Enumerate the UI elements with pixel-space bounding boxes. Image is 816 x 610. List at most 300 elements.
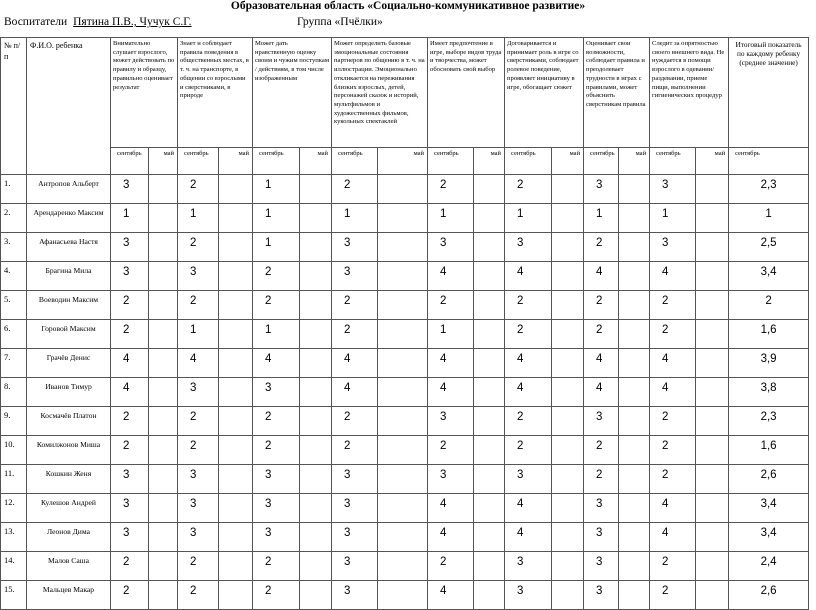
score-september: 2: [332, 175, 378, 204]
score-september: 4: [584, 262, 619, 291]
table-row: [1, 436, 809, 465]
score-may: [300, 494, 332, 523]
score-may: [696, 378, 729, 407]
score-september: 2: [178, 552, 219, 581]
score-may: [378, 233, 428, 262]
table-row: [1, 291, 809, 320]
score-may: [378, 436, 428, 465]
score-may: [696, 349, 729, 378]
criterion-header: Внимательно слушает взрослого, может действовать по правилу и образцу, правильно оценивает результат: [111, 38, 178, 148]
score-september: 2: [111, 552, 149, 581]
score-may: [149, 262, 178, 291]
score-may: [474, 204, 505, 233]
score-may: [219, 494, 253, 523]
score-september: 1: [332, 204, 378, 233]
row-number: 4.: [1, 262, 27, 291]
score-september: 2: [428, 436, 474, 465]
average-score: 2,6: [729, 581, 809, 610]
score-september: 2: [111, 291, 149, 320]
score-may: [474, 291, 505, 320]
score-may: [619, 349, 650, 378]
row-number: 2.: [1, 204, 27, 233]
score-september: 1: [111, 204, 149, 233]
score-may: [219, 581, 253, 610]
score-may: [619, 233, 650, 262]
table-row: [1, 262, 809, 291]
score-september: 2: [584, 291, 619, 320]
average-score: 1,6: [729, 320, 809, 349]
score-september: 2: [332, 291, 378, 320]
score-september: 4: [428, 523, 474, 552]
child-name: Леонов Дима: [27, 523, 111, 552]
table-row: [1, 494, 809, 523]
final-header: Итоговый показатель по каждому ребенку (среднее значение): [729, 38, 809, 148]
teachers-label: Воспитатели: [4, 16, 68, 28]
period-september: сентябрь: [332, 148, 378, 175]
score-september: 3: [584, 494, 619, 523]
table-row: [1, 407, 809, 436]
score-september: 2: [111, 320, 149, 349]
num-header: № п/п: [1, 38, 27, 175]
score-september: 3: [178, 494, 219, 523]
score-september: 4: [650, 494, 696, 523]
score-may: [378, 204, 428, 233]
period-may: май: [149, 148, 178, 175]
score-may: [474, 349, 505, 378]
row-number: 6.: [1, 320, 27, 349]
score-september: 3: [111, 233, 149, 262]
score-may: [696, 494, 729, 523]
score-september: 2: [650, 291, 696, 320]
score-september: 2: [253, 581, 300, 610]
table-row: [1, 204, 809, 233]
score-may: [619, 320, 650, 349]
score-may: [474, 320, 505, 349]
score-september: 3: [253, 378, 300, 407]
score-september: 3: [505, 581, 552, 610]
group-name: Группа «Пчёлки»: [297, 16, 383, 28]
score-september: 3: [332, 465, 378, 494]
score-may: [300, 581, 332, 610]
criterion-header: Оценивает свои возможности, соблюдает правила и преодолевает трудности в играх с правилами, может объяснить сверстникам правила: [584, 38, 650, 148]
score-september: 2: [253, 407, 300, 436]
score-september: 4: [428, 262, 474, 291]
score-may: [552, 320, 584, 349]
score-september: 4: [428, 581, 474, 610]
criterion-header: Договаривается и принимает роль в игре со сверстниками, соблюдает ролевое поведение, проявляет инициативу в игре, обогащает сюжет: [505, 38, 584, 148]
score-september: 4: [111, 378, 149, 407]
score-may: [619, 494, 650, 523]
score-september: 4: [505, 349, 552, 378]
period-september: сентябрь: [111, 148, 149, 175]
score-may: [300, 407, 332, 436]
score-september: 2: [505, 320, 552, 349]
score-may: [219, 378, 253, 407]
score-may: [696, 320, 729, 349]
child-name: Воеводин Максим: [27, 291, 111, 320]
score-may: [552, 523, 584, 552]
score-may: [552, 378, 584, 407]
score-september: 3: [178, 378, 219, 407]
child-name: Горовой Максим: [27, 320, 111, 349]
period-september: сентябрь: [729, 148, 809, 175]
table-row: [1, 465, 809, 494]
score-september: 3: [584, 552, 619, 581]
score-september: 2: [253, 436, 300, 465]
score-september: 2: [650, 552, 696, 581]
score-may: [696, 233, 729, 262]
criterion-header: Может дать нравственную оценку своим и чужим поступкам / действиям, в том числе изображенным: [253, 38, 332, 148]
table-row: [1, 552, 809, 581]
score-september: 2: [253, 262, 300, 291]
score-may: [552, 291, 584, 320]
score-may: [149, 494, 178, 523]
score-may: [552, 349, 584, 378]
period-may: май: [619, 148, 650, 175]
score-september: 2: [584, 233, 619, 262]
score-september: 2: [584, 436, 619, 465]
period-may: май: [219, 148, 253, 175]
score-september: 3: [650, 175, 696, 204]
score-may: [149, 320, 178, 349]
score-september: 2: [650, 320, 696, 349]
score-september: 3: [178, 465, 219, 494]
score-september: 2: [332, 320, 378, 349]
score-september: 3: [428, 465, 474, 494]
score-september: 3: [253, 465, 300, 494]
score-may: [378, 494, 428, 523]
score-may: [474, 523, 505, 552]
score-may: [378, 407, 428, 436]
score-september: 1: [505, 204, 552, 233]
score-may: [300, 233, 332, 262]
score-september: 3: [253, 523, 300, 552]
score-may: [219, 233, 253, 262]
score-may: [474, 494, 505, 523]
score-may: [619, 378, 650, 407]
score-september: 2: [650, 407, 696, 436]
period-may: май: [474, 148, 505, 175]
score-september: 3: [584, 407, 619, 436]
score-september: 4: [505, 523, 552, 552]
period-september: сентябрь: [584, 148, 619, 175]
average-score: 3,9: [729, 349, 809, 378]
score-may: [300, 320, 332, 349]
score-september: 4: [332, 349, 378, 378]
score-may: [219, 262, 253, 291]
row-number: 14.: [1, 552, 27, 581]
score-september: 2: [111, 581, 149, 610]
score-september: 4: [111, 349, 149, 378]
score-may: [149, 436, 178, 465]
score-september: 4: [584, 349, 619, 378]
child-name: Грачёв Денис: [27, 349, 111, 378]
score-may: [696, 436, 729, 465]
score-may: [696, 262, 729, 291]
score-september: 4: [253, 349, 300, 378]
score-may: [552, 407, 584, 436]
score-september: 3: [332, 233, 378, 262]
score-may: [552, 436, 584, 465]
score-may: [149, 291, 178, 320]
score-september: 3: [178, 262, 219, 291]
score-may: [696, 204, 729, 233]
score-may: [552, 233, 584, 262]
score-september: 1: [178, 204, 219, 233]
score-september: 2: [178, 291, 219, 320]
score-september: 4: [428, 494, 474, 523]
score-may: [378, 523, 428, 552]
score-may: [696, 523, 729, 552]
score-september: 2: [111, 407, 149, 436]
score-may: [696, 291, 729, 320]
score-september: 4: [505, 494, 552, 523]
score-september: 3: [584, 175, 619, 204]
child-name: Малов Саша: [27, 552, 111, 581]
score-september: 2: [178, 175, 219, 204]
score-may: [552, 552, 584, 581]
score-may: [219, 291, 253, 320]
table-row: [1, 378, 809, 407]
period-september: сентябрь: [253, 148, 300, 175]
score-may: [149, 349, 178, 378]
score-may: [378, 581, 428, 610]
child-name: Комилжонов Миша: [27, 436, 111, 465]
score-september: 3: [332, 552, 378, 581]
score-september: 2: [650, 465, 696, 494]
average-score: 3,8: [729, 378, 809, 407]
score-may: [619, 436, 650, 465]
average-score: 2,3: [729, 175, 809, 204]
score-may: [619, 552, 650, 581]
score-september: 1: [253, 204, 300, 233]
score-may: [474, 378, 505, 407]
score-may: [696, 581, 729, 610]
score-may: [378, 349, 428, 378]
score-may: [474, 233, 505, 262]
score-may: [474, 465, 505, 494]
score-september: 3: [178, 523, 219, 552]
score-september: 2: [584, 465, 619, 494]
score-september: 2: [178, 407, 219, 436]
table-row: [1, 175, 809, 204]
score-may: [149, 204, 178, 233]
score-may: [552, 465, 584, 494]
score-september: 1: [253, 175, 300, 204]
average-score: 1,6: [729, 436, 809, 465]
score-may: [378, 262, 428, 291]
score-may: [474, 175, 505, 204]
score-may: [219, 552, 253, 581]
score-september: 1: [428, 320, 474, 349]
score-september: 1: [253, 233, 300, 262]
score-may: [219, 175, 253, 204]
period-may: май: [378, 148, 428, 175]
child-name: Антропов Альберт: [27, 175, 111, 204]
score-september: 3: [505, 552, 552, 581]
period-september: сентябрь: [428, 148, 474, 175]
score-may: [300, 552, 332, 581]
criterion-header: Знает и соблюдает правила поведения в общественных местах, в т. ч. на транспорте, в общении со взрослыми и сверстниками, в природе: [178, 38, 253, 148]
score-september: 4: [584, 378, 619, 407]
score-september: 3: [332, 494, 378, 523]
score-may: [149, 407, 178, 436]
child-name: Иванов Тимур: [27, 378, 111, 407]
child-name: Мальцев Макар: [27, 581, 111, 610]
score-may: [219, 436, 253, 465]
score-september: 3: [111, 175, 149, 204]
score-may: [300, 175, 332, 204]
score-may: [300, 204, 332, 233]
score-may: [149, 523, 178, 552]
score-september: 3: [584, 523, 619, 552]
row-number: 12.: [1, 494, 27, 523]
score-may: [696, 407, 729, 436]
child-name: Брагина Мила: [27, 262, 111, 291]
score-september: 2: [178, 436, 219, 465]
score-may: [474, 581, 505, 610]
score-may: [619, 407, 650, 436]
score-may: [619, 523, 650, 552]
score-september: 3: [505, 233, 552, 262]
period-may: май: [696, 148, 729, 175]
average-score: 2,5: [729, 233, 809, 262]
row-number: 1.: [1, 175, 27, 204]
score-may: [619, 465, 650, 494]
score-september: 4: [650, 262, 696, 291]
child-name: Арендаренко Максим: [27, 204, 111, 233]
score-may: [219, 320, 253, 349]
row-number: 3.: [1, 233, 27, 262]
score-may: [619, 204, 650, 233]
score-september: 1: [584, 204, 619, 233]
score-may: [552, 494, 584, 523]
score-may: [149, 175, 178, 204]
average-score: 2,4: [729, 552, 809, 581]
score-september: 2: [332, 407, 378, 436]
row-number: 5.: [1, 291, 27, 320]
score-september: 4: [505, 378, 552, 407]
score-september: 2: [505, 436, 552, 465]
score-may: [696, 175, 729, 204]
score-may: [619, 581, 650, 610]
score-september: 2: [178, 581, 219, 610]
score-may: [474, 552, 505, 581]
score-september: 3: [650, 233, 696, 262]
score-september: 1: [253, 320, 300, 349]
score-may: [149, 581, 178, 610]
score-may: [300, 349, 332, 378]
child-name: Космачёв Платон: [27, 407, 111, 436]
score-september: 4: [332, 378, 378, 407]
score-september: 4: [428, 349, 474, 378]
score-september: 3: [332, 523, 378, 552]
score-september: 2: [505, 175, 552, 204]
period-september: сентябрь: [505, 148, 552, 175]
score-may: [474, 407, 505, 436]
score-september: 4: [178, 349, 219, 378]
score-may: [300, 465, 332, 494]
average-score: 3,4: [729, 523, 809, 552]
score-may: [378, 378, 428, 407]
header-row: [1, 38, 809, 148]
table-row: [1, 581, 809, 610]
score-september: 3: [111, 523, 149, 552]
score-may: [378, 320, 428, 349]
table-row: [1, 320, 809, 349]
score-september: 4: [650, 378, 696, 407]
score-may: [300, 436, 332, 465]
score-may: [696, 465, 729, 494]
assessment-table: [0, 37, 809, 610]
period-may: май: [552, 148, 584, 175]
child-name: Афанасьева Настя: [27, 233, 111, 262]
score-september: 2: [178, 233, 219, 262]
score-september: 2: [428, 175, 474, 204]
score-may: [219, 204, 253, 233]
average-score: 2: [729, 291, 809, 320]
score-may: [552, 204, 584, 233]
score-may: [378, 552, 428, 581]
score-september: 3: [111, 465, 149, 494]
period-september: сентябрь: [650, 148, 696, 175]
score-september: 3: [428, 407, 474, 436]
score-september: 2: [650, 581, 696, 610]
score-september: 4: [428, 378, 474, 407]
score-may: [552, 262, 584, 291]
score-may: [552, 581, 584, 610]
score-may: [149, 233, 178, 262]
score-september: 2: [505, 291, 552, 320]
row-number: 11.: [1, 465, 27, 494]
score-september: 1: [650, 204, 696, 233]
criterion-header: Может определить базовые эмоциональные состояния партнеров по общению в т. ч. на иллюстрации. Эмоционально откликается на переживания близких взрослых, детей, персонажей сказок и историй, мультфильмов и художественных фильмов, кукольных спектаклей: [332, 38, 428, 148]
score-september: 3: [111, 494, 149, 523]
score-september: 3: [332, 262, 378, 291]
row-number: 8.: [1, 378, 27, 407]
child-name: Кошкин Женя: [27, 465, 111, 494]
score-september: 4: [505, 262, 552, 291]
score-september: 3: [253, 494, 300, 523]
score-september: 2: [332, 436, 378, 465]
score-may: [378, 291, 428, 320]
table-row: [1, 349, 809, 378]
teachers-names: Пятина П.В., Чучук С.Г.: [73, 16, 192, 28]
row-number: 13.: [1, 523, 27, 552]
row-number: 9.: [1, 407, 27, 436]
criterion-header: Следит за опрятностью своего внешнего вида. Не нуждается в помощи взрослого в одевании/ раздевании, приеме пищи, выполнении гигиенических процедур: [650, 38, 729, 148]
score-may: [552, 175, 584, 204]
score-september: 3: [428, 233, 474, 262]
table-row: [1, 233, 809, 262]
score-may: [300, 262, 332, 291]
average-score: 1: [729, 204, 809, 233]
score-may: [219, 349, 253, 378]
page-title: Образовательная область «Социально-коммуникативное развитие»: [230, 0, 586, 12]
score-may: [219, 523, 253, 552]
score-may: [696, 552, 729, 581]
average-score: 2,6: [729, 465, 809, 494]
fio-header: Ф.И.О. ребенка: [27, 38, 111, 175]
period-may: май: [300, 148, 332, 175]
score-september: 2: [650, 436, 696, 465]
child-name: Кулешов Андрей: [27, 494, 111, 523]
score-september: 2: [253, 291, 300, 320]
score-september: 2: [253, 552, 300, 581]
score-may: [149, 465, 178, 494]
score-september: 3: [332, 581, 378, 610]
score-september: 2: [111, 436, 149, 465]
